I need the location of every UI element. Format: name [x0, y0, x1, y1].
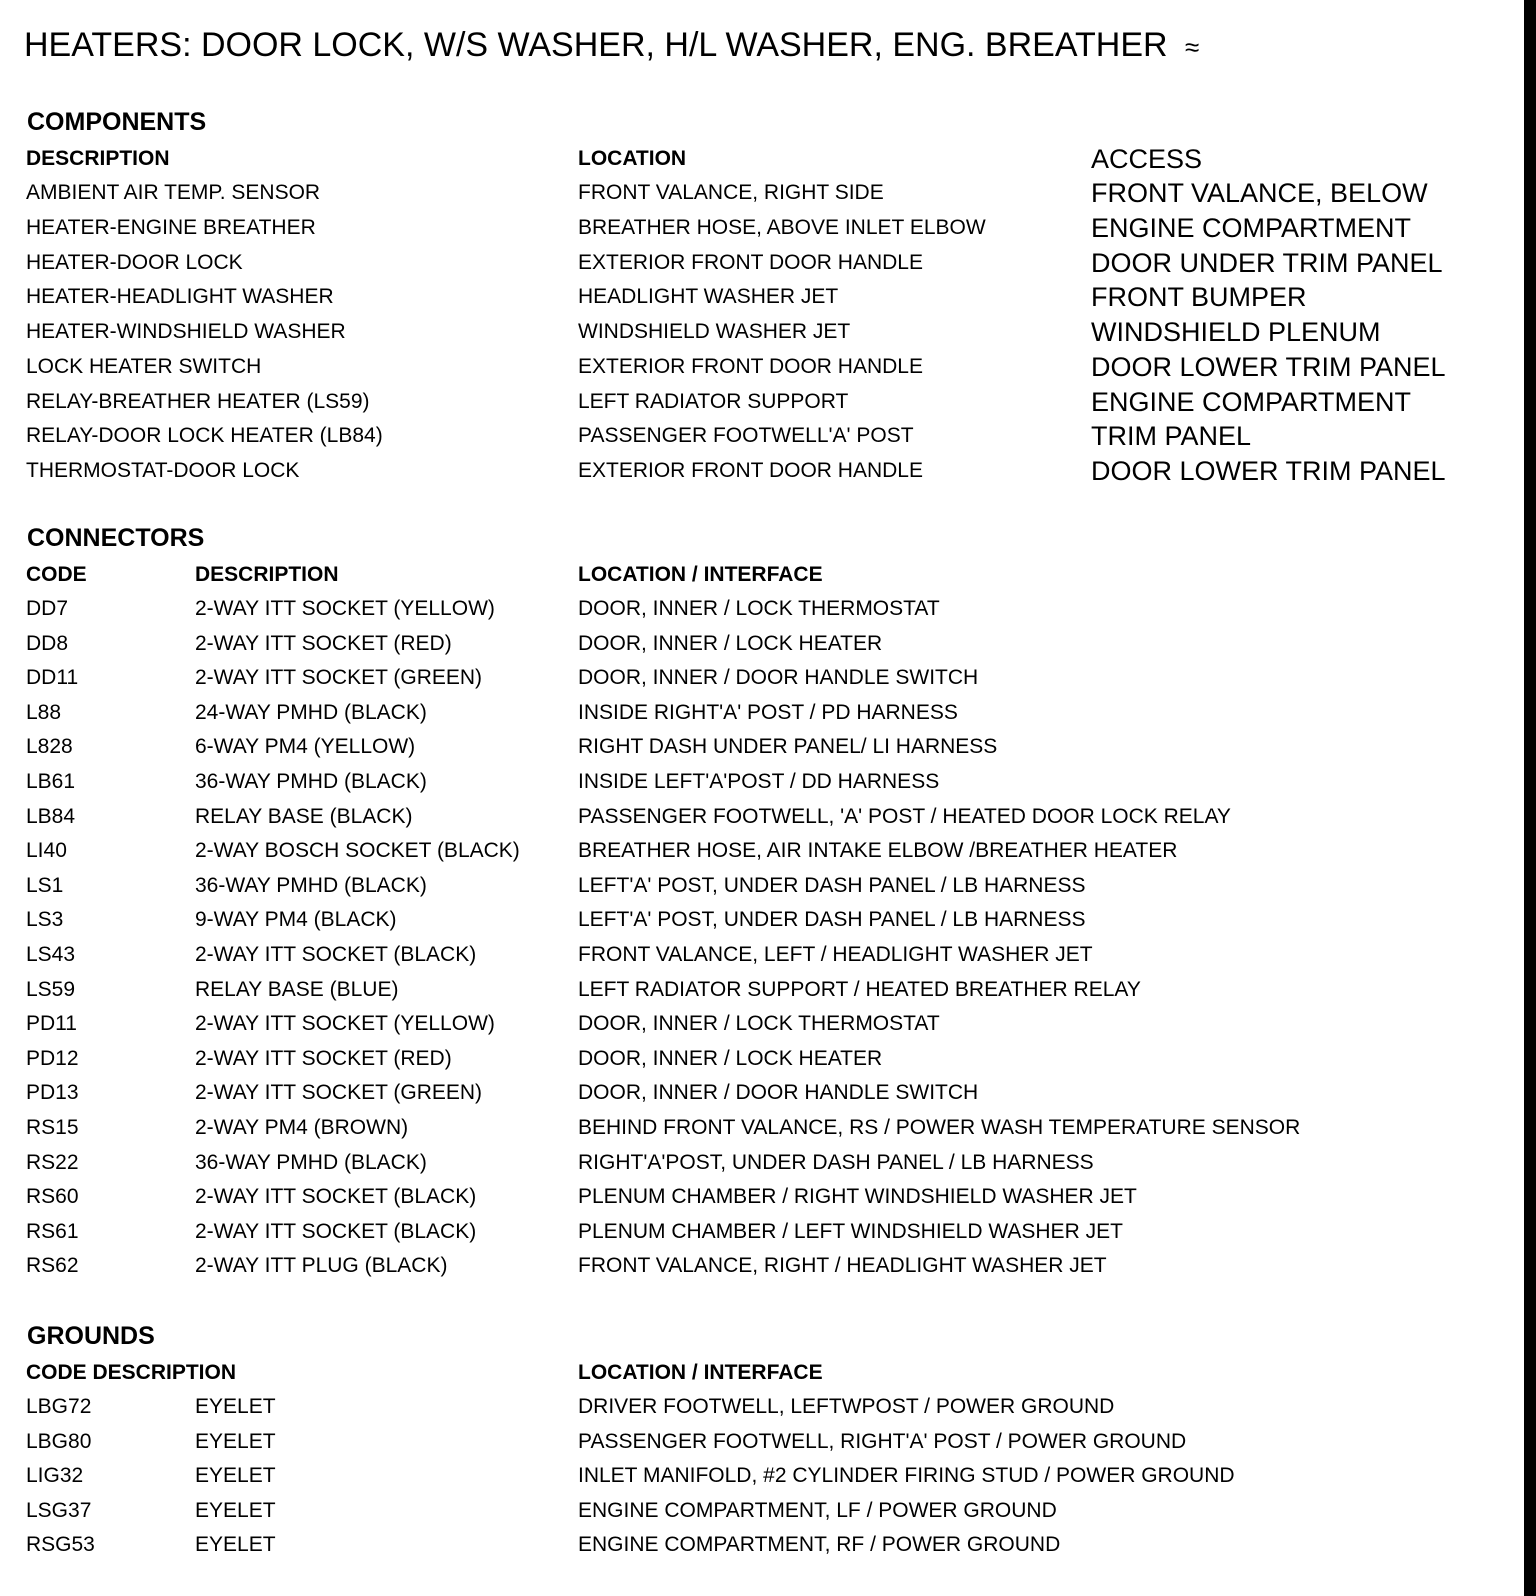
connectors-cell-location: BEHIND FRONT VALANCE, RS / POWER WASH TEMPERATURE SENSOR — [578, 1116, 1301, 1139]
connectors-cell-code: LB61 — [26, 770, 76, 793]
components-cell-location: EXTERIOR FRONT DOOR HANDLE — [578, 354, 923, 378]
connectors-row — [0, 905, 1520, 939]
connectors-cell-location: DOOR, INNER / LOCK HEATER — [578, 1046, 883, 1070]
grounds-cell-description: EYELET — [195, 1498, 276, 1522]
connectors-cell-code: DD11 — [26, 666, 79, 690]
components-cell-description: AMBIENT AIR TEMP. SENSOR — [26, 181, 321, 204]
connectors-cell-code: LB84 — [26, 804, 76, 828]
connectors-cell-description: 2-WAY PM4 (BROWN) — [195, 1116, 409, 1139]
connectors-cell-description: 36-WAY PMHD (BLACK) — [195, 873, 427, 897]
connectors-cell-code: DD8 — [26, 631, 69, 655]
components-row — [0, 213, 1520, 247]
grounds-cell-description: EYELET — [195, 1429, 276, 1453]
connectors-cell-code: PD11 — [26, 1012, 77, 1036]
connectors-cell-location: BREATHER HOSE, AIR INTAKE ELBOW /BREATHER HEATER — [578, 839, 1178, 863]
connectors-row — [0, 940, 1520, 974]
grounds-cell-code: LBG72 — [26, 1395, 92, 1418]
connectors-cell-location: INSIDE LEFT'A'POST / DD HARNESS — [578, 770, 940, 793]
connectors-cell-location: PLENUM CHAMBER / RIGHT WINDSHIELD WASHER JET — [578, 1185, 1137, 1209]
connectors-cell-location: DOOR, INNER / LOCK HEATER — [578, 631, 883, 655]
page-title — [24, 26, 1199, 65]
grounds-cell-code: RSG53 — [26, 1533, 95, 1557]
components-row — [0, 456, 1520, 490]
page-title-text: HEATERS: DOOR LOCK, W/S WASHER, H/L WASHER, ENG. BREATHER — [24, 26, 1168, 64]
grounds-heading: GROUNDS — [27, 1322, 155, 1350]
connectors-cell-code: RS61 — [26, 1219, 79, 1243]
connectors-cell-description: 2-WAY ITT SOCKET (RED) — [195, 631, 452, 655]
connectors-cell-code: L88 — [26, 700, 62, 724]
grounds-cell-location: PASSENGER FOOTWELL, RIGHT'A' POST / POWER GROUND — [578, 1429, 1187, 1453]
connectors-cell-location: INSIDE RIGHT'A' POST / PD HARNESS — [578, 700, 958, 724]
components-cell-access: DOOR UNDER TRIM PANEL — [1091, 247, 1443, 278]
connectors-cell-description: 36-WAY PMHD (BLACK) — [195, 770, 427, 793]
grounds-row — [0, 1530, 1520, 1564]
connectors-row — [0, 1217, 1520, 1251]
connectors-cell-code: PD13 — [26, 1081, 79, 1105]
connectors-cell-location: PLENUM CHAMBER / LEFT WINDSHIELD WASHER JET — [578, 1219, 1123, 1243]
connectors-cell-description: 2-WAY ITT SOCKET (BLACK) — [195, 1185, 477, 1209]
components-header-access: ACCESS — [1091, 144, 1203, 174]
components-cell-access: FRONT BUMPER — [1091, 282, 1307, 313]
grounds-row — [0, 1496, 1520, 1530]
components-cell-description: HEATER-ENGINE BREATHER — [26, 215, 316, 239]
components-cell-location: EXTERIOR FRONT DOOR HANDLE — [578, 250, 923, 274]
connectors-cell-code: DD7 — [26, 597, 69, 620]
connectors-header-description: DESCRIPTION — [195, 563, 339, 586]
connectors-cell-code: RS15 — [26, 1116, 79, 1139]
connectors-cell-code: L828 — [26, 735, 73, 759]
components-cell-description: LOCK HEATER SWITCH — [26, 354, 262, 378]
connectors-cell-location: RIGHT DASH UNDER PANEL/ LI HARNESS — [578, 735, 998, 759]
connectors-cell-location: DOOR, INNER / DOOR HANDLE SWITCH — [578, 1081, 979, 1105]
connectors-cell-code: PD12 — [26, 1046, 79, 1070]
components-cell-access: DOOR LOWER TRIM PANEL — [1091, 456, 1446, 486]
components-header-row — [0, 144, 1520, 178]
connectors-row — [0, 1182, 1520, 1216]
connectors-cell-code: LS43 — [26, 943, 76, 966]
connectors-cell-location: DOOR, INNER / LOCK THERMOSTAT — [578, 1012, 940, 1036]
connectors-row — [0, 975, 1520, 1009]
grounds-header-location: LOCATION / INTERFACE — [578, 1361, 823, 1384]
components-cell-access: ENGINE COMPARTMENT — [1091, 386, 1412, 417]
connectors-cell-description: 2-WAY ITT SOCKET (YELLOW) — [195, 597, 495, 620]
components-cell-description: RELAY-BREATHER HEATER (LS59) — [26, 389, 370, 413]
connectors-row — [0, 802, 1520, 836]
connectors-cell-description: 2-WAY ITT SOCKET (GREEN) — [195, 666, 483, 690]
components-cell-access: WINDSHIELD PLENUM — [1091, 317, 1381, 347]
grounds-cell-location: INLET MANIFOLD, #2 CYLINDER FIRING STUD / POWER GROUND — [578, 1464, 1235, 1488]
grounds-row — [0, 1461, 1520, 1495]
components-row — [0, 387, 1520, 421]
connectors-cell-code: LS1 — [26, 873, 64, 897]
connectors-row — [0, 836, 1520, 870]
connectors-cell-location: FRONT VALANCE, RIGHT / HEADLIGHT WASHER JET — [578, 1254, 1107, 1278]
components-row — [0, 352, 1520, 386]
connectors-cell-location: LEFT RADIATOR SUPPORT / HEATED BREATHER RELAY — [578, 977, 1141, 1001]
components-cell-location: EXTERIOR FRONT DOOR HANDLE — [578, 459, 923, 482]
connectors-cell-description: 2-WAY ITT SOCKET (BLACK) — [195, 943, 477, 966]
grounds-cell-location: ENGINE COMPARTMENT, LF / POWER GROUND — [578, 1498, 1057, 1522]
connectors-cell-description: RELAY BASE (BLUE) — [195, 977, 399, 1001]
grounds-cell-code: LBG80 — [26, 1429, 92, 1453]
connectors-header-location: LOCATION / INTERFACE — [578, 563, 823, 586]
grounds-cell-location: ENGINE COMPARTMENT, RF / POWER GROUND — [578, 1533, 1061, 1557]
connectors-row — [0, 698, 1520, 732]
connectors-cell-description: 36-WAY PMHD (BLACK) — [195, 1150, 427, 1174]
connectors-row — [0, 1148, 1520, 1182]
components-cell-description: HEATER-DOOR LOCK — [26, 250, 243, 274]
connectors-cell-description: 2-WAY BOSCH SOCKET (BLACK) — [195, 839, 520, 863]
components-cell-access: DOOR LOWER TRIM PANEL — [1091, 351, 1446, 382]
connectors-row — [0, 767, 1520, 801]
components-row — [0, 282, 1520, 316]
connectors-cell-code: RS62 — [26, 1254, 79, 1278]
connectors-cell-location: LEFT'A' POST, UNDER DASH PANEL / LB HARNESS — [578, 908, 1086, 932]
components-header-location: LOCATION — [578, 147, 687, 170]
connectors-cell-description: 2-WAY ITT SOCKET (YELLOW) — [195, 1012, 495, 1036]
components-row — [0, 421, 1520, 455]
connectors-cell-location: DOOR, INNER / DOOR HANDLE SWITCH — [578, 666, 979, 690]
grounds-header-code-description: CODE DESCRIPTION — [26, 1361, 237, 1384]
connectors-cell-code: RS22 — [26, 1150, 79, 1174]
components-cell-location: WINDSHIELD WASHER JET — [578, 320, 851, 343]
connectors-cell-location: DOOR, INNER / LOCK THERMOSTAT — [578, 597, 940, 620]
connectors-cell-description: 2-WAY ITT SOCKET (BLACK) — [195, 1219, 477, 1243]
grounds-cell-location: DRIVER FOOTWELL, LEFTWPOST / POWER GROUND — [578, 1395, 1115, 1418]
connectors-cell-description: 6-WAY PM4 (YELLOW) — [195, 735, 416, 759]
connectors-row — [0, 1009, 1520, 1043]
connectors-row — [0, 1251, 1520, 1285]
connectors-row — [0, 1044, 1520, 1078]
connectors-row — [0, 871, 1520, 905]
page-edge-bar — [1524, 0, 1536, 1596]
grounds-cell-code: LIG32 — [26, 1464, 84, 1488]
connectors-cell-description: 24-WAY PMHD (BLACK) — [195, 700, 427, 724]
grounds-cell-description: EYELET — [195, 1395, 276, 1418]
connectors-cell-description: 2-WAY ITT SOCKET (GREEN) — [195, 1081, 483, 1105]
connectors-row — [0, 629, 1520, 663]
components-cell-location: HEADLIGHT WASHER JET — [578, 285, 839, 309]
connectors-cell-location: RIGHT'A'POST, UNDER DASH PANEL / LB HARNESS — [578, 1150, 1094, 1174]
connectors-row — [0, 594, 1520, 628]
components-cell-location: LEFT RADIATOR SUPPORT — [578, 389, 849, 413]
connectors-cell-description: 2-WAY ITT PLUG (BLACK) — [195, 1254, 448, 1278]
connectors-cell-description: 9-WAY PM4 (BLACK) — [195, 908, 397, 932]
components-header-description: DESCRIPTION — [26, 147, 170, 170]
grounds-cell-code: LSG37 — [26, 1498, 92, 1522]
connectors-row — [0, 663, 1520, 697]
components-row — [0, 317, 1520, 351]
components-cell-access: ENGINE COMPARTMENT — [1091, 212, 1412, 243]
connectors-row — [0, 1113, 1520, 1147]
grounds-row — [0, 1427, 1520, 1461]
connectors-cell-code: LS59 — [26, 977, 76, 1001]
components-cell-location: BREATHER HOSE, ABOVE INLET ELBOW — [578, 215, 986, 239]
components-cell-description: HEATER-WINDSHIELD WASHER — [26, 320, 346, 343]
connectors-cell-code: LI40 — [26, 839, 67, 863]
connectors-cell-description: 2-WAY ITT SOCKET (RED) — [195, 1046, 452, 1070]
grounds-cell-description: EYELET — [195, 1533, 276, 1557]
connectors-cell-code: LS3 — [26, 908, 64, 932]
components-cell-access: FRONT VALANCE, BELOW — [1091, 178, 1428, 208]
connectors-row — [0, 732, 1520, 766]
connectors-cell-code: RS60 — [26, 1185, 79, 1209]
components-cell-description: RELAY-DOOR LOCK HEATER (LB84) — [26, 424, 383, 448]
connectors-cell-location: PASSENGER FOOTWELL, 'A' POST / HEATED DOOR LOCK RELAY — [578, 804, 1231, 828]
components-heading: COMPONENTS — [27, 108, 207, 136]
page-title-mark: ≈ — [1185, 32, 1200, 62]
connectors-cell-description: RELAY BASE (BLACK) — [195, 804, 413, 828]
connectors-cell-location: FRONT VALANCE, LEFT / HEADLIGHT WASHER JET — [578, 943, 1093, 966]
components-cell-access: TRIM PANEL — [1091, 421, 1252, 452]
components-row — [0, 178, 1520, 212]
connectors-cell-location: LEFT'A' POST, UNDER DASH PANEL / LB HARNESS — [578, 873, 1086, 897]
connectors-header-code: CODE — [26, 563, 87, 586]
grounds-row — [0, 1392, 1520, 1426]
grounds-cell-description: EYELET — [195, 1464, 276, 1488]
components-cell-description: HEATER-HEADLIGHT WASHER — [26, 285, 334, 309]
components-cell-location: PASSENGER FOOTWELL'A' POST — [578, 424, 914, 448]
components-row — [0, 248, 1520, 282]
components-cell-description: THERMOSTAT-DOOR LOCK — [26, 459, 300, 482]
grounds-header-row — [0, 1358, 1520, 1392]
connectors-heading: CONNECTORS — [27, 524, 205, 552]
components-cell-location: FRONT VALANCE, RIGHT SIDE — [578, 181, 884, 204]
connectors-row — [0, 1078, 1520, 1112]
connectors-header-row — [0, 560, 1520, 594]
